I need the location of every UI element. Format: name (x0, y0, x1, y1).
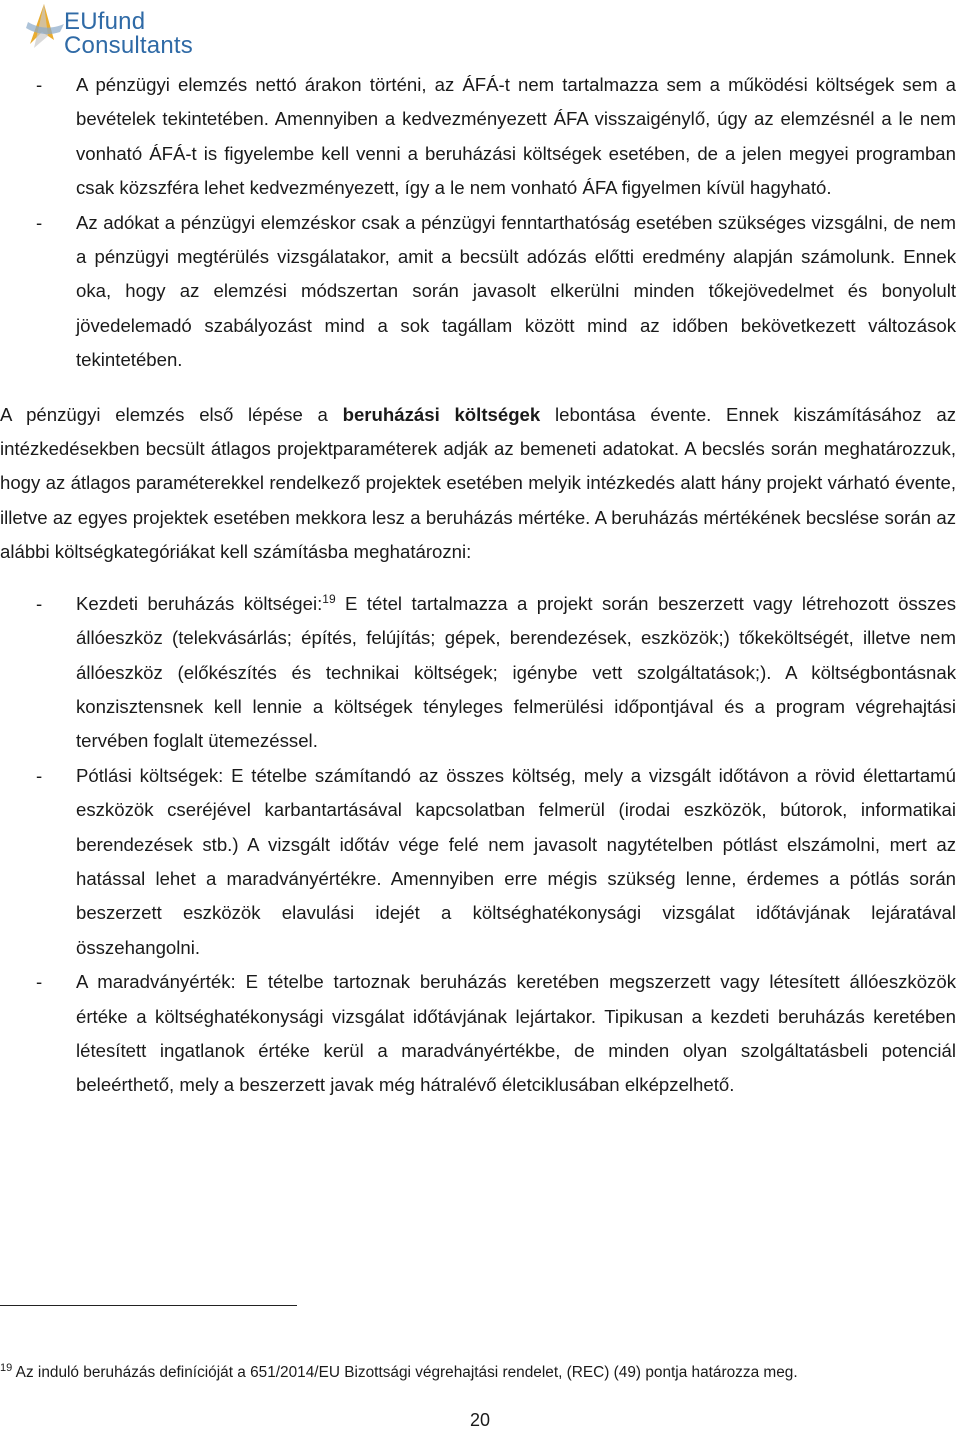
paragraph-text: A pénzügyi elemzés első lépése a (0, 403, 343, 425)
list-dash: - (36, 764, 43, 786)
list-item-text: A maradványérték: E tételbe tartoznak beruházás keretében megszerzett vagy létesített állóeszközök értéke a költséghatékonysági vizsgálat időtávjának lejártakor. Tipikusan a kezdeti beruházás keretében létesített ingatlanok értéke kerül a maradványértékbe, de minden olyan szolgáltatásbeli potenciál beleérthető, mely a beszerzett javak még hátralévő életciklusában elképzelhető. (76, 971, 956, 1096)
star-logo-icon (20, 2, 66, 58)
list-dash: - (36, 592, 43, 614)
list-dash: - (36, 971, 43, 993)
list-item (0, 68, 960, 206)
list-item (0, 206, 960, 378)
footnote-separator (0, 1305, 297, 1306)
footnote-text: Az induló beruházás definícióját a 651/2014/EU Bizottsági végrehajtási rendelet, (REC) (49) pontja határozza meg. (12, 1364, 798, 1382)
body-paragraph (0, 398, 956, 570)
list-item-label: Kezdeti beruházás költségei: (76, 592, 323, 614)
list-item (0, 965, 960, 1103)
list-item-text: Az adókat a pénzügyi elemzéskor csak a pénzügyi fenntarthatóság esetében szükséges vizsgálni, de nem a pénzügyi megtérülés vizsgálatakor, amit a becsült adózás előtti eredmény alapján számolunk. Ennek oka, hogy az elemzési módszertan során javasolt elkerülni minden tőkejövedelmet és bonyolult jövedelemadó szabályozást mind a sok tagállam között mind az időben bekövetkezett változások tekintetében. (76, 211, 956, 371)
list-item-text: A pénzügyi elemzés nettó árakon történi, az ÁFÁ-t nem tartalmazza sem a működési költségek sem a bevételek tekintetében. Amennyiben a kedvezményezett ÁFA visszaigénylő, úgy az elemzésnél a le nem vonható ÁFÁ-t is figyelembe kell venni a beruházási költségek esetében, de a jelen megyei programban csak közszféra lehet kedvezményezett, így a le nem vonható ÁFA figyelmen kívül hagyható. (76, 74, 956, 199)
list-dash: - (36, 211, 43, 233)
document-body (0, 68, 960, 1103)
paragraph-bold-term: beruházási költségek (342, 403, 541, 425)
list-item (0, 587, 960, 759)
footnote (0, 1361, 956, 1385)
logo-line-2: Consultants (64, 32, 193, 59)
logo-text (64, 10, 193, 58)
company-logo (20, 2, 220, 60)
footnote-number: 19 (0, 1362, 13, 1375)
list-item (0, 759, 960, 965)
list-dash: - (36, 74, 43, 95)
list-item-text: Pótlási költségek: E tételbe számítandó az összes költség, mely a vizsgált időtávon a rövid élettartamú eszközök cseréjével karbantartásával kapcsolatban felmerül (irodai eszközök, bútorok, informatikai berendezések stb.) A vizsgált időtáv vége felé nem javasolt nagytételben pótlást elszámolni, mert az hatással lehet a maradványértékre. Amennyiben erre mégis szükség lenne, érdemes a pótlás során beszerzett eszközök elavulási idejét a költséghatékonysági vizsgálat időtávjának lejáratával összehangolni. (76, 764, 956, 958)
page-number: 20 (469, 1410, 491, 1430)
paragraph-text: lebontása évente. Ennek kiszámításához az intézkedésekben becsült átlagos projektparaméterek adják az bemeneti adatokat. A becslés során meghatározzuk, hogy az átlagos paraméterekkel rendelkező projektek esetében melyik intézkedés alatt hány projekt várható évente, illetve az egyes projektek esetében mekkora lesz a beruházás mértéke. A beruházás mértékének becslése során az alábbi költségkategóriákat kell számításba meghatározni: (0, 403, 956, 563)
logo-line-1: EUfund (64, 8, 146, 35)
list-item-rest: E tétel tartalmazza a projekt során beszerzett vagy létrehozott összes állóeszköz (telekvásárlás; építés, felújítás; gépek, berendezések, eszközök;) tőkeköltségét, illetve nem állóeszköz (előkészítés és technikai költségek; igénybe vett szolgáltatások;). A költségbontásnak konzisztensnek kell lennie a költségek tényleges felmerülési időpontjával és a program végrehajtási tervében foglalt ütemezéssel. (76, 592, 956, 752)
list-item-text (76, 587, 956, 759)
footnote-reference[interactable]: 19 (322, 591, 336, 606)
